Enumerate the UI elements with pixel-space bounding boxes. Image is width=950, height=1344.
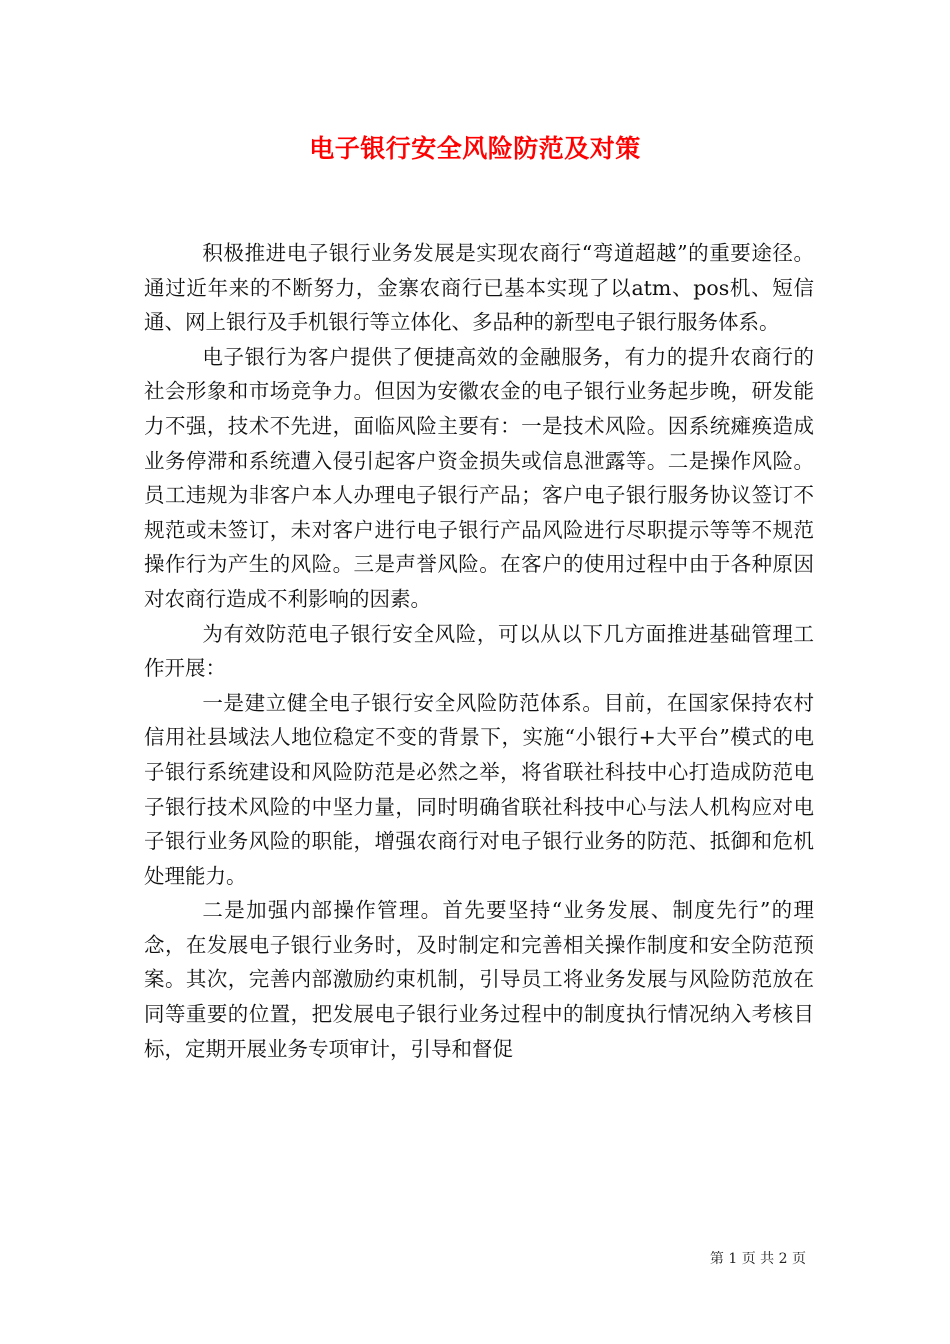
paragraph-4: 一是建立健全电子银行安全风险防范体系。目前，在国家保持农村信用社县域法人地位稳定不变的背景下，实施“小银行+大平台”模式的电子银行系统建设和风险防范是必然之举，将省联社科技中心打造成防范电子银行技术风险的中坚力量，同时明确省联社科技中心与法人机构应对电子银行业务风险的职能，增强农商行对电子银行业务的防范、抵御和危机处理能力。 — [144, 690, 814, 888]
page-number-footer: 第 1 页 共 2 页 — [709, 1251, 806, 1267]
paragraph-1: 积极推进电子银行业务发展是实现农商行“弯道超越”的重要途径。通过近年来的不断努力，金寨农商行已基本实现了以atm、pos机、短信通、网上银行及手机银行等立体化、多品种的新型电子银行服务体系。 — [144, 241, 814, 335]
document-body — [144, 236, 814, 1066]
paragraph-3: 为有效防范电子银行安全风险，可以从以下几方面推进基础管理工作开展： — [144, 621, 814, 681]
paragraph-2: 电子银行为客户提供了便捷高效的金融服务，有力的提升农商行的社会形象和市场竞争力。但因为安徽农金的电子银行业务起步晚，研发能力不强，技术不先进，面临风险主要有：一是技术风险。因系统瘫痪造成业务停滞和系统遭入侵引起客户资金损失或信息泄露等。二是操作风险。员工违规为非客户本人办理电子银行产品；客户电子银行服务协议签订不规范或未签订，未对客户进行电子银行产品风险进行尽职提示等等不规范操作行为产生的风险。三是声誉风险。在客户的使用过程中由于各种原因对农商行造成不利影响的因素。 — [144, 344, 814, 611]
paragraph-5: 二是加强内部操作管理。首先要坚持“业务发展、制度先行”的理念，在发展电子银行业务时，及时制定和完善相关操作制度和安全防范预案。其次，完善内部激励约束机制，引导员工将业务发展与风险防范放在同等重要的位置，把发展电子银行业务过程中的制度执行情况纳入考核目标，定期开展业务专项审计，引导和督促 — [144, 898, 814, 1061]
document-title: 电子银行安全风险防范及对策 — [309, 134, 641, 163]
